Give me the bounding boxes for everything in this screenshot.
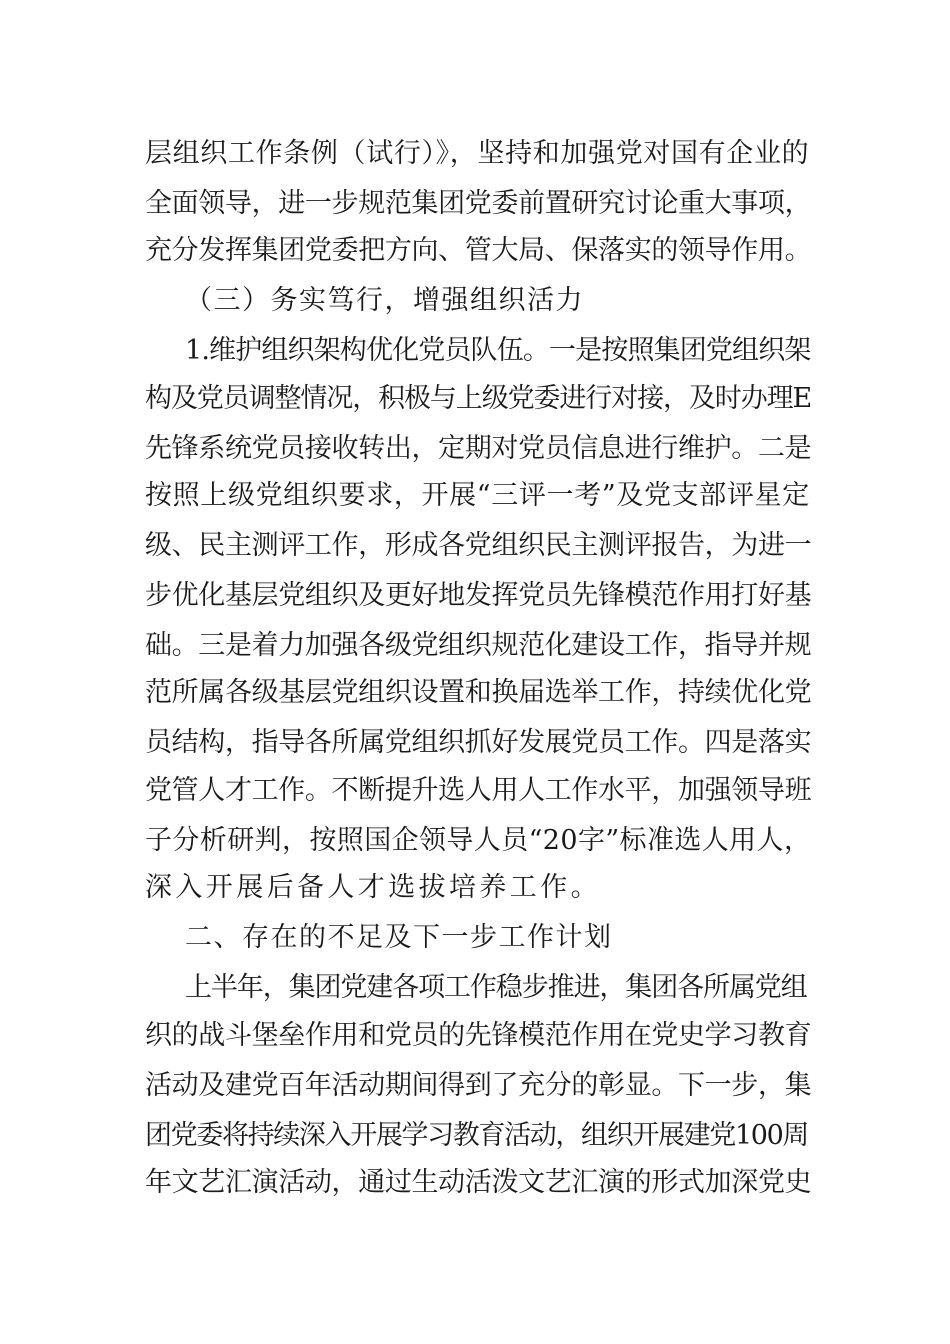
section-heading: 二、存在的不足及下一步工作计划: [185, 922, 613, 953]
paragraph-line: 党管人才工作。不断提升选人用人工作水平，加强领导班: [145, 775, 812, 806]
paragraph-line: 员结构，指导各所属党组织抓好发展党员工作。四是落实: [145, 727, 812, 758]
paragraph-line: 深入开展后备人才选拔培养工作。: [145, 872, 601, 903]
paragraph-line: 团党委将持续深入开展学习教育活动，组织开展建党100周: [145, 1120, 809, 1151]
paragraph-line: 础。三是着力加强各级党组织规范化建设工作，指导并规: [145, 630, 812, 661]
section-heading: （三）务实笃行，增强组织活力: [185, 285, 584, 316]
paragraph-line: 级、民主测评工作，形成各党组织民主测评报告，为进一: [145, 530, 812, 561]
paragraph-line: 年文艺汇演活动，通过生动活泼文艺汇演的形式加深党史: [145, 1167, 812, 1198]
paragraph-line: 活动及建党百年活动期间得到了充分的彰显。下一步，集: [145, 1070, 812, 1101]
paragraph-line: 构及党员调整情况，积极与上级党委进行对接，及时办理E: [145, 383, 812, 414]
paragraph-line: 范所属各级基层党组织设置和换届选举工作，持续优化党: [145, 677, 812, 708]
paragraph-line: 织的战斗堡垒作用和党员的先锋模范作用在党史学习教育: [145, 1020, 812, 1051]
paragraph-line: 子分析研判，按照国企领导人员“20字”标准选人用人，: [145, 825, 812, 856]
paragraph-line: 步优化基层党组织及更好地发挥党员先锋模范作用打好基: [145, 580, 812, 611]
paragraph-line: 先锋系统党员接收转出，定期对党员信息进行维护。二是: [145, 433, 812, 464]
paragraph-line: 全面领导，进一步规范集团党委前置研究讨论重大事项，: [145, 188, 812, 219]
paragraph-line: 层组织工作条例（试行）》，坚持和加强党对国有企业的: [145, 138, 810, 169]
paragraph-line: 上半年，集团党建各项工作稳步推进，集团各所属党组: [185, 972, 807, 1003]
paragraph-line: 按照上级党组织要求，开展“三评一考”及党支部评星定: [145, 480, 810, 511]
paragraph-line: 1.维护组织架构优化党员队伍。一是按照集团党组织架: [185, 335, 811, 366]
paragraph-line: 充分发挥集团党委把方向、管大局、保落实的领导作用。: [145, 235, 812, 266]
